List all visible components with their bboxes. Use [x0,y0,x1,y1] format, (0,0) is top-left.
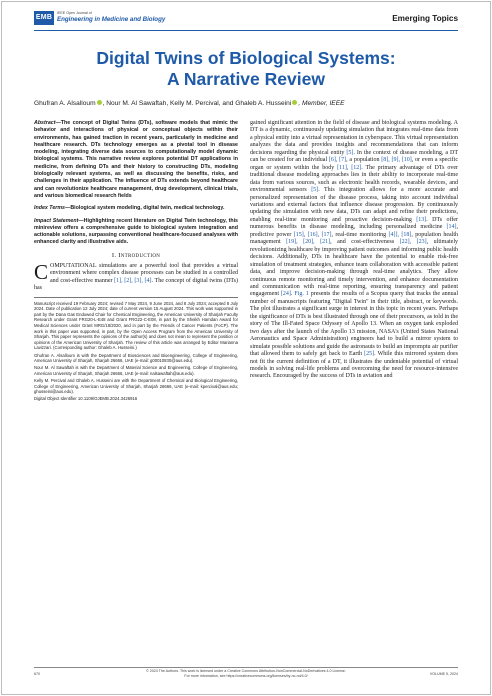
footnote-author-1: Ghufran A. Alsalloum is with the Department of Biosciences and Bioengineering, College of Engineering, American University of Sharjah, Sharjah 26666, UAE (e-mail: g00010830@aus.edu). [34,352,238,364]
author-others: , Nour M. Al Sawaftah, Kelly M. Percival, and Ghaleb A. Husseini [102,100,292,107]
footnote-manuscript: Manuscript received 19 February 2024; revised 7 May 2024, 9 June 2024, and 8 July 2024; accepted 8 July 2024. Date of publication 12 July 2024; date of current version 15 August 2024. This work was supported in part by the Dana Gas Endowed Chair for Chemical Engineering, the American University of Sharjah Faculty Research under Grant FRG20-L-E48 and Grant FRG22-C-E08, in part by the Sheikh Hamdan Award for Medical Sciences under Grant MRG/18/2020, and in part by the Friends of Cancer Patients (FoCP). The work in this paper was supported, in part, by the Open Access Program from the American University of Sharjah. This paper represents the opinions of the author(s) and does not mean to represent the position or opinions of the American University of Sharjah. The review of this article was arranged by Editor Marianna Lavizzari. (Corresponding author: Ghaleb A. Husseini.) [34,300,238,351]
body-text: gained significant attention in the field of disease and biological systems modeling. A DT is a dynamic, continuously updating simulation that integrates real-time data from a physical entity into a virtual representation in cyberspace. This virtual representation analyzes the data and provides insights and recommendations that can inform decisions regarding the physical entity [250,120,458,156]
journal-name: Engineering in Medicine and Biology [57,16,166,23]
citation-link[interactable]: [6], [7] [328,157,347,164]
right-column [250,120,458,381]
author-membership: , Member, IEEE [298,100,345,107]
intro-text: simulations are a powerful tool that provides a virtual environment where complex disease processes can be studied in a controlled and cost-effective manner [50,262,238,284]
body-text: , and cost-effectiveness [330,239,400,246]
citation-link[interactable]: [1], [2], [3], [4] [114,277,152,284]
footnote-doi: Digital Object Identifier 10.1109/OJEMB.2024.3426916 [34,396,138,402]
intro-small-caps: OMPUTATIONAL [50,262,97,269]
index-terms-text: —Biological system modeling, digital twin, medical technology. [65,205,225,212]
citation-link[interactable]: [5] [311,187,319,194]
footnote-author-2: Nour M. Al Sawaftah is with the Department of Material Science and Engineering, College of Engineering, American University of Sharjah, Sharjah 26666, UAE (e-mail: nalsawaftah@aus.edu). [34,365,238,376]
embs-logo: EMB [34,11,54,25]
section-heading-introduction: I. Introduction [111,251,161,259]
body-text: . [290,291,295,298]
body-text: . DTs offer numerous benefits in disease modeling, including personalized medicine [250,216,458,231]
orcid-icon[interactable] [97,100,102,105]
body-text: , ultimately revolutionizing healthcare by improving patient outcomes and informing public health decisions. Additionally, DTs in healthcare have the potential to enable risk-free simulation of treatment strategies, enhance team collaboration with accessible patient data, and improve decision-making through real-time analytics. They allow continuous remote monitoring and timely intervention, and enhance documentation and communication with real-time reporting, ensuring transparency and patient engagement [250,239,458,298]
body-text: , or even a specific organ or system within the body [250,157,458,171]
citation-link[interactable]: [14] [446,224,457,231]
citation-link[interactable]: [13] [416,216,427,223]
journal-society: IEEE Open Journal of [57,11,92,15]
body-text: . In the context of disease modeling, a DT can be created for an individual [250,149,458,164]
impact-statement [34,218,238,247]
abstract [34,120,238,200]
author-1: Ghufran A. Alsalloum [34,100,96,107]
index-terms-label: Index Terms [34,205,66,212]
body-text: presents the results of a Scopus query that tracks the annual number of manuscripts featuring "Digital Twin" in their title, abstract, or keywords. The plot illustrates a significant surge in interest in this topic in recent years. Perhaps the significance of DTs is best illustrated through one of their precursors, as told in the story of The Ill-Fated Space Odyssey of Apollo 13. When an oxygen tank exploded two days after the launch of the Apollo 13 mission, NASA's (United States National Aeronautics and Space Administration) engineers had to build a mirror system to simulate possible solutions and guide the astronauts to build an impromptu air purifier that allowed them to safely get back to Earth [250,291,458,358]
title-line-2: A Narrative Review [167,69,325,89]
citation-link[interactable]: [11], [12] [337,164,362,171]
abstract-label: Abstract [34,120,56,126]
intro-text-end: . The concept of digital twins (DTs) has [34,277,238,292]
body-text: , a population [346,157,382,164]
author-list [34,100,458,107]
left-column [34,120,238,404]
volume-label: VOLUME 5, 2024 [429,672,458,676]
body-text: , real-time monitoring [331,231,389,238]
citation-link[interactable]: [4]], [18] [388,231,412,238]
citation-link[interactable]: Fig. 1 [294,291,309,298]
title-line-1: Digital Twins of Biological Systems: [96,48,396,68]
citation-link[interactable]: [8], [9], [10] [381,157,412,164]
citation-link[interactable]: [5] [346,149,354,156]
body-text: . This integration allows for a more accurate and personalized representation of the disease process, taking into account individual variations and external factors that influence disease progression. By continuously updating the simulation with new data, DTs can adapt and refine their predictions, enabling real-time monitoring and proactive decision-making [250,187,458,223]
index-terms [34,205,238,212]
paper-title [34,48,458,90]
impact-text: —Highlighting recent literature on Digital Twin technology, this minireview offers a comprehensive guide to biological system integration and actionable solutions, surpassing conventional healthcare-focused analyses with enhanced clarity and illustrative aids. [34,217,238,246]
footnote-author-3-4: Kelly M. Percival and Ghaleb A. Husseini are with the Department of Chemical and Biological Engineering, College of Engineering, American University of Sharjah, Sharjah 26666, UAE (e-mail: kpercival@aus.edu; ghusseini@aus.edu). [34,378,238,395]
section-topic: Emerging Topics [392,14,458,23]
orcid-icon[interactable] [292,100,297,105]
journal-header [34,10,458,31]
citation-link[interactable]: [22], [23] [399,239,427,246]
impact-label: Impact Statement [34,217,79,224]
abstract-text: —The concept of Digital Twins (DTs), software models that mimic the behavior and interactions of physical or conceptual objects within their environments, has gained traction in recent years, particularly in medicine and healthcare research. DTs technology emerges as a pivotal tool in disease modeling, integrating diverse data sources to computationally model dynamic biological systems. This narrative review explores potential DT applications in medicine, from defining DTs and their history to constructing DTs, modeling biologically relevant systems, as well as discussing the benefits, risks, and challenges in their application. The influence of DTs extends beyond healthcare and can revolutionize healthcare management, drug development, clinical trials, and various biomedical research fields [34,120,238,199]
page-number: 670 [34,672,40,676]
body-paragraph [250,120,458,381]
drop-cap: C [34,259,49,284]
body-text: , predictive power [250,224,458,238]
citation-link[interactable]: [25] [364,351,375,358]
intro-paragraph [34,259,238,293]
citation-link[interactable]: [24] [280,291,291,298]
footnotes [34,297,238,402]
page-footer [34,667,458,684]
body-text: . While this mirrored system does not fit the current definition of a DT, it illustrates the undeniable potential of virtual models in solving real-life problems and overcoming the need for resource-intensive research. Encouraged by the success of DTs in aviation and [250,351,458,380]
body-text: . The primary advantage of DTs over traditional disease modeling approaches lies in their ability to incorporate real-time data from various sources, such as electronic health records, wearable devices, and environmental sensors [250,164,458,194]
citation-link[interactable]: [19], [20], [21] [286,239,331,246]
license-line-2[interactable]: For more information, see https://creativecommons.org/licenses/by-nc-nd/4.0/ [184,674,308,678]
body-text: , population health management [250,231,459,246]
license-line-1: © 2024 The Authors. This work is licensed under a Creative Commons Attribution-NonCommercial-NoDerivatives 4.0 License. [146,669,346,673]
citation-link[interactable]: [15], [16], [17] [293,231,332,238]
